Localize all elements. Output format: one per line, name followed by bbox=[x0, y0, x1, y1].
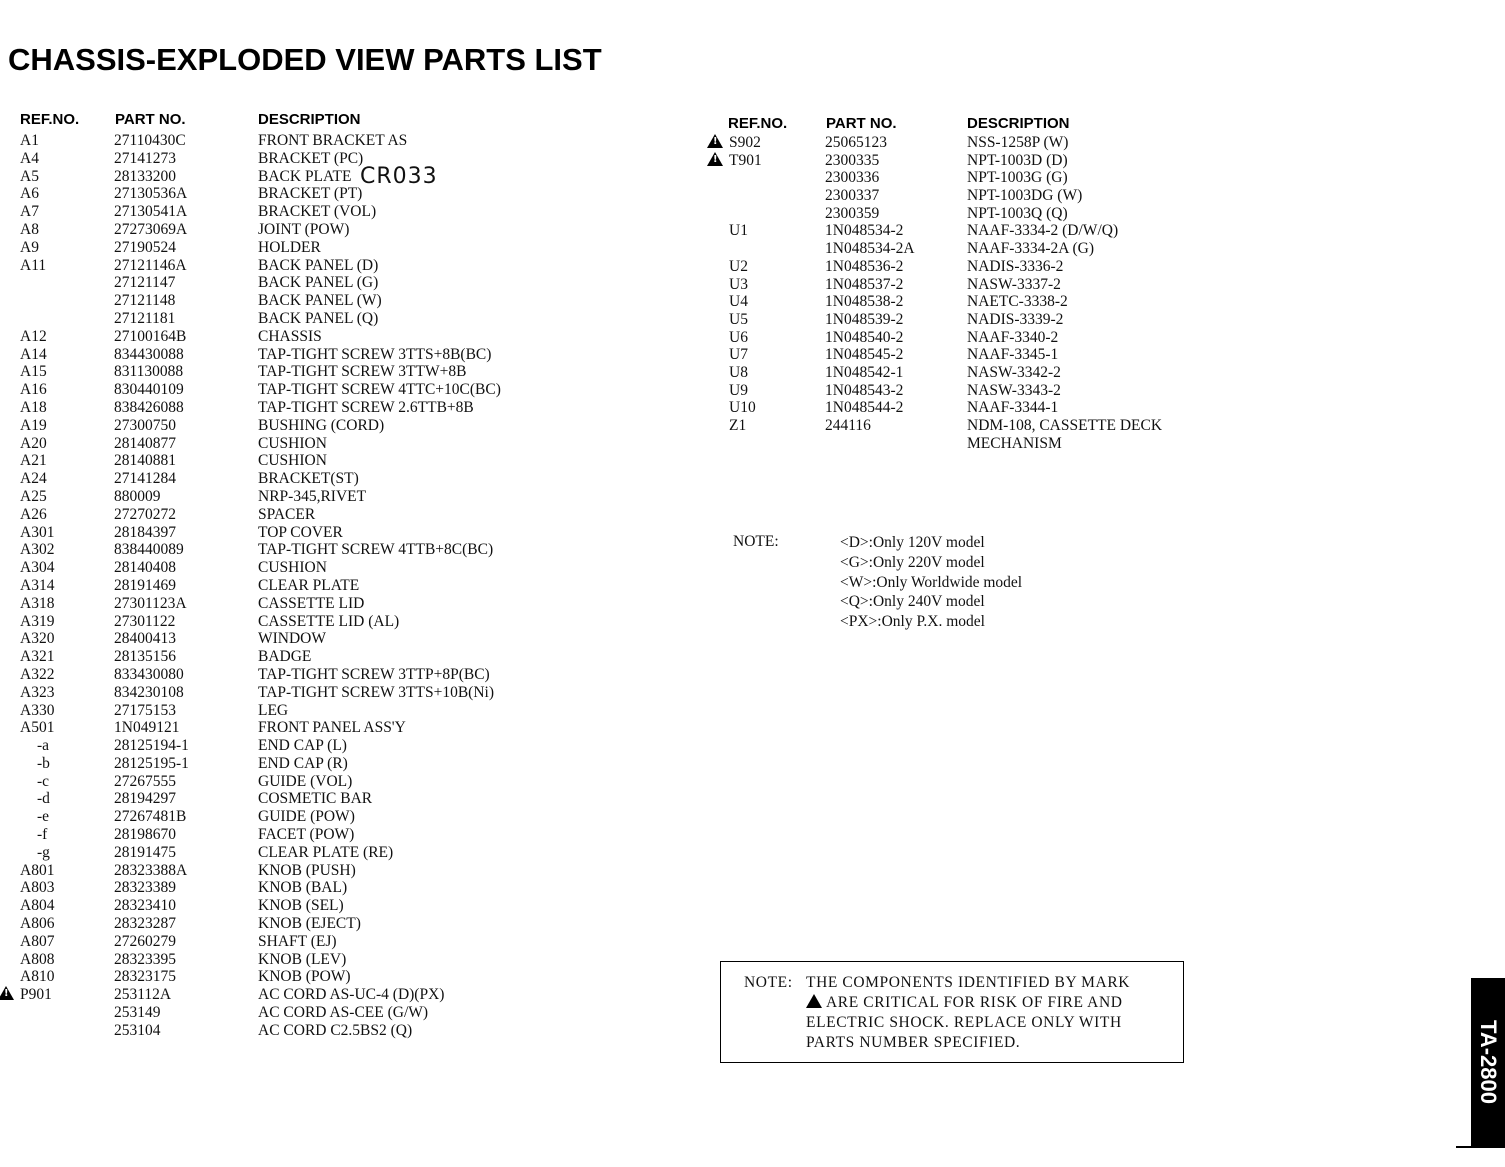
model-note-line: <W>:Only Worldwide model bbox=[840, 573, 1023, 591]
cell-desc: END CAP (L) bbox=[258, 737, 347, 755]
model-note-label: NOTE: bbox=[733, 533, 779, 550]
cell-part: 27301123A bbox=[114, 594, 187, 612]
cell-part: 27300750 bbox=[114, 416, 176, 434]
cell-part: 1N048536-2 bbox=[825, 257, 904, 275]
table-row bbox=[0, 826, 700, 844]
cell-ref: S902 bbox=[729, 134, 761, 151]
cell-ref: -c bbox=[37, 772, 50, 790]
cell-ref: A7 bbox=[20, 203, 39, 221]
cell-desc: KNOB (LEV) bbox=[258, 950, 347, 968]
cell-ref: U1 bbox=[729, 222, 748, 240]
table-row bbox=[0, 986, 700, 1004]
model-note-line: <G>:Only 220V model bbox=[840, 553, 985, 571]
cell-ref: A18 bbox=[20, 398, 47, 416]
cell-ref: A806 bbox=[20, 915, 55, 933]
cell-desc: NAETC-3338-2 bbox=[967, 293, 1068, 311]
table-row bbox=[0, 274, 700, 292]
cell-desc: NPT-1003G (G) bbox=[967, 169, 1068, 187]
page-title: CHASSIS-EXPLODED VIEW PARTS LIST bbox=[8, 42, 602, 77]
cell-ref: U10 bbox=[729, 399, 756, 417]
table-row bbox=[0, 381, 700, 399]
cell-ref: -e bbox=[37, 808, 50, 826]
cell-part: 27267481B bbox=[114, 808, 187, 826]
table-row bbox=[0, 346, 700, 364]
cell-part: 27141273 bbox=[114, 149, 176, 167]
table-row bbox=[0, 257, 700, 275]
cell-part: 28323389 bbox=[114, 879, 176, 897]
cell-ref: -b bbox=[37, 754, 50, 772]
cell-part: 1N048537-2 bbox=[825, 275, 904, 293]
table-row bbox=[0, 755, 700, 773]
table-row bbox=[0, 435, 700, 453]
table-row bbox=[0, 951, 700, 969]
cell-desc: FRONT PANEL ASS'Y bbox=[258, 719, 406, 737]
table-row bbox=[0, 185, 700, 203]
cell-part: 27190524 bbox=[114, 238, 176, 256]
table-row bbox=[0, 221, 700, 239]
cell-part: 1N048540-2 bbox=[825, 328, 904, 346]
cell-part: 244116 bbox=[825, 417, 871, 434]
cell-desc: BACK PANEL (D) bbox=[258, 256, 379, 274]
cell-part: 834230108 bbox=[114, 683, 184, 701]
cell-desc: CUSHION bbox=[258, 452, 327, 470]
table-row bbox=[0, 684, 700, 702]
cell-part: 28191469 bbox=[114, 576, 176, 594]
cell-desc: KNOB (POW) bbox=[258, 968, 351, 986]
cell-part: 28194297 bbox=[114, 790, 176, 808]
right-header-ref: REF.NO. bbox=[728, 115, 788, 132]
cell-desc: TAP-TIGHT SCREW 3TTP+8P(BC) bbox=[258, 665, 490, 683]
cell-part: 253112A bbox=[114, 986, 172, 1004]
cell-desc: TOP COVER bbox=[258, 523, 343, 541]
cell-desc: FRONT BRACKET AS bbox=[258, 132, 408, 149]
cell-desc: SHAFT (EJ) bbox=[258, 932, 337, 950]
cell-part: 833430080 bbox=[114, 665, 184, 683]
cell-part: 27121146A bbox=[114, 256, 187, 274]
table-row bbox=[0, 577, 700, 595]
cell-desc: BACK PANEL (G) bbox=[258, 274, 379, 292]
cell-part: 838440089 bbox=[114, 541, 184, 559]
table-row bbox=[0, 702, 700, 720]
cell-ref: A21 bbox=[20, 452, 47, 470]
cell-ref: -d bbox=[37, 790, 50, 808]
cell-ref: A314 bbox=[20, 576, 55, 594]
cell-desc: NASW-3343-2 bbox=[967, 381, 1061, 399]
cell-part: 28400413 bbox=[114, 630, 176, 648]
cell-desc: BUSHING (CORD) bbox=[258, 416, 385, 434]
cell-desc: BRACKET (PT) bbox=[258, 185, 363, 203]
cell-desc: BACK PANEL (W) bbox=[258, 292, 382, 310]
cell-ref: A1 bbox=[20, 132, 39, 149]
table-row bbox=[0, 488, 700, 506]
table-row bbox=[0, 630, 700, 648]
cell-part: 27121147 bbox=[114, 274, 176, 292]
table-row bbox=[0, 470, 700, 488]
cell-desc: HOLDER bbox=[258, 238, 321, 256]
cell-desc: NPT-1003DG (W) bbox=[967, 187, 1083, 205]
table-row bbox=[705, 329, 1225, 347]
cell-ref: A20 bbox=[20, 434, 47, 452]
table-row bbox=[705, 293, 1225, 311]
table-row bbox=[0, 844, 700, 862]
cell-ref: A11 bbox=[20, 256, 47, 274]
safety-note-line: PARTS NUMBER SPECIFIED. bbox=[806, 1034, 1021, 1051]
cell-desc: BRACKET (VOL) bbox=[258, 203, 377, 221]
table-row bbox=[0, 933, 700, 951]
cell-ref: A801 bbox=[20, 861, 55, 879]
cell-part: 27175153 bbox=[114, 701, 176, 719]
cell-ref: A810 bbox=[20, 968, 55, 986]
table-row bbox=[0, 879, 700, 897]
table-row bbox=[0, 132, 700, 150]
table-row bbox=[0, 524, 700, 542]
cell-ref: P901 bbox=[20, 986, 52, 1004]
table-row bbox=[705, 399, 1225, 417]
cell-ref: U5 bbox=[729, 310, 748, 328]
cell-desc: NASW-3342-2 bbox=[967, 363, 1061, 381]
table-row bbox=[0, 417, 700, 435]
table-row bbox=[0, 399, 700, 417]
warning-triangle-icon bbox=[707, 152, 723, 166]
cell-part: 28323410 bbox=[114, 897, 176, 915]
table-row bbox=[0, 719, 700, 737]
table-row bbox=[705, 276, 1225, 294]
cell-ref: A5 bbox=[20, 167, 39, 185]
cell-ref: A4 bbox=[20, 149, 39, 167]
cell-desc: NASW-3337-2 bbox=[967, 275, 1061, 293]
cell-part: 27270272 bbox=[114, 505, 176, 523]
warning-triangle-icon bbox=[806, 994, 822, 1008]
cell-part: 27260279 bbox=[114, 932, 176, 950]
cell-desc: NAAF-3344-1 bbox=[967, 399, 1059, 417]
cell-desc: TAP-TIGHT SCREW 4TTC+10C(BC) bbox=[258, 381, 501, 399]
cell-ref: A318 bbox=[20, 594, 55, 612]
cell-part: 830440109 bbox=[114, 381, 184, 399]
table-row bbox=[0, 506, 700, 524]
cell-desc: COSMETIC BAR bbox=[258, 790, 373, 808]
cell-part: 1N048544-2 bbox=[825, 399, 904, 417]
cell-ref: A804 bbox=[20, 897, 55, 915]
cell-ref: U6 bbox=[729, 328, 748, 346]
model-note-line: <Q>:Only 240V model bbox=[840, 593, 985, 611]
cell-desc: FACET (POW) bbox=[258, 826, 355, 844]
model-note bbox=[840, 533, 1022, 632]
cell-part: 1N048542-1 bbox=[825, 363, 904, 381]
handwritten-note: CR033 bbox=[360, 164, 438, 189]
table-row bbox=[0, 1004, 700, 1022]
cell-desc: NPT-1003Q (Q) bbox=[967, 204, 1068, 222]
cell-desc: NSS-1258P (W) bbox=[967, 134, 1069, 151]
cell-desc: TAP-TIGHT SCREW 2.6TTB+8B bbox=[258, 398, 474, 416]
cell-ref: A8 bbox=[20, 220, 39, 238]
cell-ref: A24 bbox=[20, 470, 47, 488]
table-row bbox=[705, 311, 1225, 329]
cell-desc: NADIS-3339-2 bbox=[967, 310, 1064, 328]
cell-desc: TAP-TIGHT SCREW 4TTB+8C(BC) bbox=[258, 541, 494, 559]
table-row bbox=[0, 968, 700, 986]
cell-part: 28323395 bbox=[114, 950, 176, 968]
table-row bbox=[0, 595, 700, 613]
table-row bbox=[0, 808, 700, 826]
cell-ref: A319 bbox=[20, 612, 55, 630]
left-parts-table bbox=[0, 132, 700, 1040]
cell-ref: A323 bbox=[20, 683, 55, 701]
cell-part: 1N048534-2A bbox=[825, 240, 915, 258]
cell-ref: T901 bbox=[729, 151, 762, 169]
cell-part: 1N048539-2 bbox=[825, 310, 904, 328]
table-row bbox=[705, 205, 1225, 223]
cell-desc: CLEAR PLATE bbox=[258, 576, 360, 594]
table-row bbox=[705, 258, 1225, 276]
table-row bbox=[705, 240, 1225, 258]
cell-desc: CASSETTE LID bbox=[258, 594, 365, 612]
model-note-line: <D>:Only 120V model bbox=[840, 534, 985, 551]
cell-part: 27121148 bbox=[114, 292, 176, 310]
right-parts-table bbox=[705, 134, 1225, 452]
table-row bbox=[705, 417, 1225, 435]
table-row bbox=[0, 613, 700, 631]
cell-desc: CUSHION bbox=[258, 434, 327, 452]
cell-ref: U9 bbox=[729, 381, 748, 399]
cell-desc: END CAP (R) bbox=[258, 754, 348, 772]
cell-ref: Z1 bbox=[729, 417, 747, 434]
cell-ref: A9 bbox=[20, 238, 39, 256]
cell-ref: A26 bbox=[20, 505, 47, 523]
table-row bbox=[0, 168, 700, 186]
cell-ref: A808 bbox=[20, 950, 55, 968]
cell-part: 27301122 bbox=[114, 612, 176, 630]
cell-desc: BACK PLATE bbox=[258, 167, 352, 185]
table-row bbox=[0, 1022, 700, 1040]
cell-desc: AC CORD AS-UC-4 (D)(PX) bbox=[258, 986, 445, 1004]
safety-note-label: NOTE: bbox=[744, 974, 793, 991]
cell-desc: TAP-TIGHT SCREW 3TTS+10B(Ni) bbox=[258, 683, 494, 701]
cell-part: 28125194-1 bbox=[114, 737, 189, 755]
cell-desc: BADGE bbox=[258, 648, 312, 666]
cell-desc: NAAF-3334-2 (D/W/Q) bbox=[967, 222, 1119, 240]
table-row bbox=[0, 666, 700, 684]
cell-desc: SPACER bbox=[258, 505, 316, 523]
cell-ref: A320 bbox=[20, 630, 55, 648]
cell-ref: A12 bbox=[20, 327, 47, 345]
cell-ref: -a bbox=[37, 737, 50, 755]
cell-desc: GUIDE (VOL) bbox=[258, 772, 353, 790]
cell-part: 27110430C bbox=[114, 132, 186, 149]
cell-desc: NPT-1003D (D) bbox=[967, 151, 1068, 169]
cell-part: 2300337 bbox=[825, 187, 880, 205]
table-row bbox=[705, 346, 1225, 364]
cell-part: 838426088 bbox=[114, 398, 184, 416]
cell-desc: AC CORD C2.5BS2 (Q) bbox=[258, 1021, 413, 1039]
safety-note-line: ELECTRIC SHOCK. REPLACE ONLY WITH bbox=[806, 1014, 1122, 1031]
table-row bbox=[0, 648, 700, 666]
table-row bbox=[0, 452, 700, 470]
cell-ref: A25 bbox=[20, 487, 47, 505]
table-row bbox=[0, 559, 700, 577]
cell-part: 28323287 bbox=[114, 915, 176, 933]
cell-ref: U4 bbox=[729, 293, 748, 311]
model-tab-label: TA-2800 bbox=[1476, 1020, 1501, 1104]
cell-part: 2300335 bbox=[825, 151, 880, 169]
safety-note-line: ARE CRITICAL FOR RISK OF FIRE AND bbox=[826, 994, 1123, 1011]
table-row bbox=[0, 773, 700, 791]
table-row bbox=[0, 737, 700, 755]
cell-desc: BRACKET(ST) bbox=[258, 470, 359, 488]
cell-part: 28140877 bbox=[114, 434, 176, 452]
cell-ref: A302 bbox=[20, 541, 55, 559]
cell-ref: A19 bbox=[20, 416, 47, 434]
warning-triangle-icon bbox=[707, 134, 723, 148]
cell-part: 28323175 bbox=[114, 968, 176, 986]
cell-part: 2300359 bbox=[825, 204, 880, 222]
cell-desc: NADIS-3336-2 bbox=[967, 257, 1064, 275]
table-row bbox=[705, 134, 1225, 152]
cell-desc: TAP-TIGHT SCREW 3TTS+8B(BC) bbox=[258, 345, 492, 363]
cell-part: 2300336 bbox=[825, 169, 880, 187]
right-header-desc: DESCRIPTION bbox=[967, 115, 1070, 132]
cell-desc: KNOB (BAL) bbox=[258, 879, 348, 897]
cell-ref: A330 bbox=[20, 701, 55, 719]
table-row bbox=[0, 150, 700, 168]
cell-desc: WINDOW bbox=[258, 630, 327, 648]
cell-ref: A14 bbox=[20, 345, 47, 363]
table-row bbox=[705, 382, 1225, 400]
left-header-part: PART NO. bbox=[115, 111, 186, 128]
cell-part: 28140408 bbox=[114, 559, 176, 577]
cell-part: 27267555 bbox=[114, 772, 176, 790]
table-row bbox=[0, 363, 700, 381]
cell-part: 27273069A bbox=[114, 220, 188, 238]
cell-part: 834430088 bbox=[114, 345, 184, 363]
cell-ref: A6 bbox=[20, 185, 39, 203]
cell-part: 27130536A bbox=[114, 185, 188, 203]
cell-part: 28198670 bbox=[114, 826, 176, 844]
cell-desc: LEG bbox=[258, 701, 289, 719]
cell-ref: U8 bbox=[729, 363, 748, 381]
safety-note-line: THE COMPONENTS IDENTIFIED BY MARK bbox=[806, 974, 1131, 991]
cell-part: 1N048534-2 bbox=[825, 222, 904, 240]
right-header-part: PART NO. bbox=[826, 115, 897, 132]
table-row bbox=[705, 364, 1225, 382]
safety-note-box bbox=[720, 961, 1184, 1063]
cell-desc: KNOB (SEL) bbox=[258, 897, 344, 915]
cell-desc: BRACKET (PC) bbox=[258, 149, 364, 167]
table-row bbox=[0, 862, 700, 880]
cell-desc: KNOB (PUSH) bbox=[258, 861, 356, 879]
cell-desc: CUSHION bbox=[258, 559, 327, 577]
table-row bbox=[0, 915, 700, 933]
cell-ref: A304 bbox=[20, 559, 55, 577]
cell-desc: KNOB (EJECT) bbox=[258, 915, 361, 933]
cell-desc: GUIDE (POW) bbox=[258, 808, 355, 826]
cell-ref: A803 bbox=[20, 879, 55, 897]
cell-part: 28323388A bbox=[114, 861, 188, 879]
cell-desc: NRP-345,RIVET bbox=[258, 487, 367, 505]
cell-desc: CHASSIS bbox=[258, 327, 322, 345]
cell-part: 1N049121 bbox=[114, 719, 180, 737]
table-row bbox=[0, 328, 700, 346]
cell-ref: A15 bbox=[20, 363, 47, 381]
cell-desc: NAAF-3340-2 bbox=[967, 328, 1059, 346]
table-row bbox=[705, 187, 1225, 205]
table-row bbox=[705, 169, 1225, 187]
left-header-desc: DESCRIPTION bbox=[258, 111, 361, 128]
table-row bbox=[705, 152, 1225, 170]
cell-ref: -f bbox=[37, 826, 48, 844]
cell-part: 27100164B bbox=[114, 327, 187, 345]
table-row bbox=[0, 897, 700, 915]
cell-part: 28140881 bbox=[114, 452, 176, 470]
cell-part: 28191475 bbox=[114, 843, 176, 861]
cell-part: 880009 bbox=[114, 487, 161, 505]
warning-triangle-icon bbox=[0, 986, 14, 1000]
cell-desc: BACK PANEL (Q) bbox=[258, 309, 379, 327]
cell-desc: CLEAR PLATE (RE) bbox=[258, 843, 394, 861]
table-row bbox=[705, 222, 1225, 240]
cell-part: 27141284 bbox=[114, 470, 176, 488]
cell-ref: -g bbox=[37, 843, 50, 861]
cell-part: 1N048543-2 bbox=[825, 381, 904, 399]
cell-ref: U7 bbox=[729, 346, 748, 364]
cell-part: 28135156 bbox=[114, 648, 176, 666]
cell-desc: CASSETTE LID (AL) bbox=[258, 612, 400, 630]
table-row bbox=[705, 435, 1225, 453]
cell-ref: A807 bbox=[20, 932, 55, 950]
cell-part: 28133200 bbox=[114, 167, 176, 185]
cell-part: 1N048545-2 bbox=[825, 346, 904, 364]
table-row bbox=[0, 310, 700, 328]
cell-part: 28184397 bbox=[114, 523, 176, 541]
table-row bbox=[0, 239, 700, 257]
cell-ref: A322 bbox=[20, 665, 55, 683]
cell-desc: NAAF-3345-1 bbox=[967, 346, 1059, 364]
cell-desc: NAAF-3334-2A (G) bbox=[967, 240, 1095, 258]
cell-desc: NDM-108, CASSETTE DECK bbox=[967, 417, 1163, 434]
cell-ref: A321 bbox=[20, 648, 55, 666]
table-row bbox=[0, 203, 700, 221]
cell-part: 28125195-1 bbox=[114, 754, 189, 772]
divider bbox=[1456, 1146, 1505, 1148]
left-header-ref: REF.NO. bbox=[20, 111, 80, 128]
table-row bbox=[0, 292, 700, 310]
table-row bbox=[0, 790, 700, 808]
model-note-line: <PX>:Only P.X. model bbox=[840, 613, 985, 631]
cell-part: 27130541A bbox=[114, 203, 188, 221]
cell-part: 253104 bbox=[114, 1021, 161, 1039]
cell-ref: A301 bbox=[20, 523, 55, 541]
cell-part: 1N048538-2 bbox=[825, 293, 904, 311]
cell-part: 253149 bbox=[114, 1004, 161, 1022]
cell-ref: A501 bbox=[20, 719, 55, 737]
cell-desc: AC CORD AS-CEE (G/W) bbox=[258, 1004, 429, 1022]
cell-desc: JOINT (POW) bbox=[258, 220, 350, 238]
cell-part: 25065123 bbox=[825, 134, 887, 151]
cell-part: 831130088 bbox=[114, 363, 184, 381]
cell-desc: TAP-TIGHT SCREW 3TTW+8B bbox=[258, 363, 467, 381]
cell-ref: U2 bbox=[729, 257, 748, 275]
table-row bbox=[0, 541, 700, 559]
cell-part: 27121181 bbox=[114, 309, 176, 327]
cell-ref: A16 bbox=[20, 381, 47, 399]
cell-desc: MECHANISM bbox=[967, 434, 1062, 452]
cell-ref: U3 bbox=[729, 275, 748, 293]
